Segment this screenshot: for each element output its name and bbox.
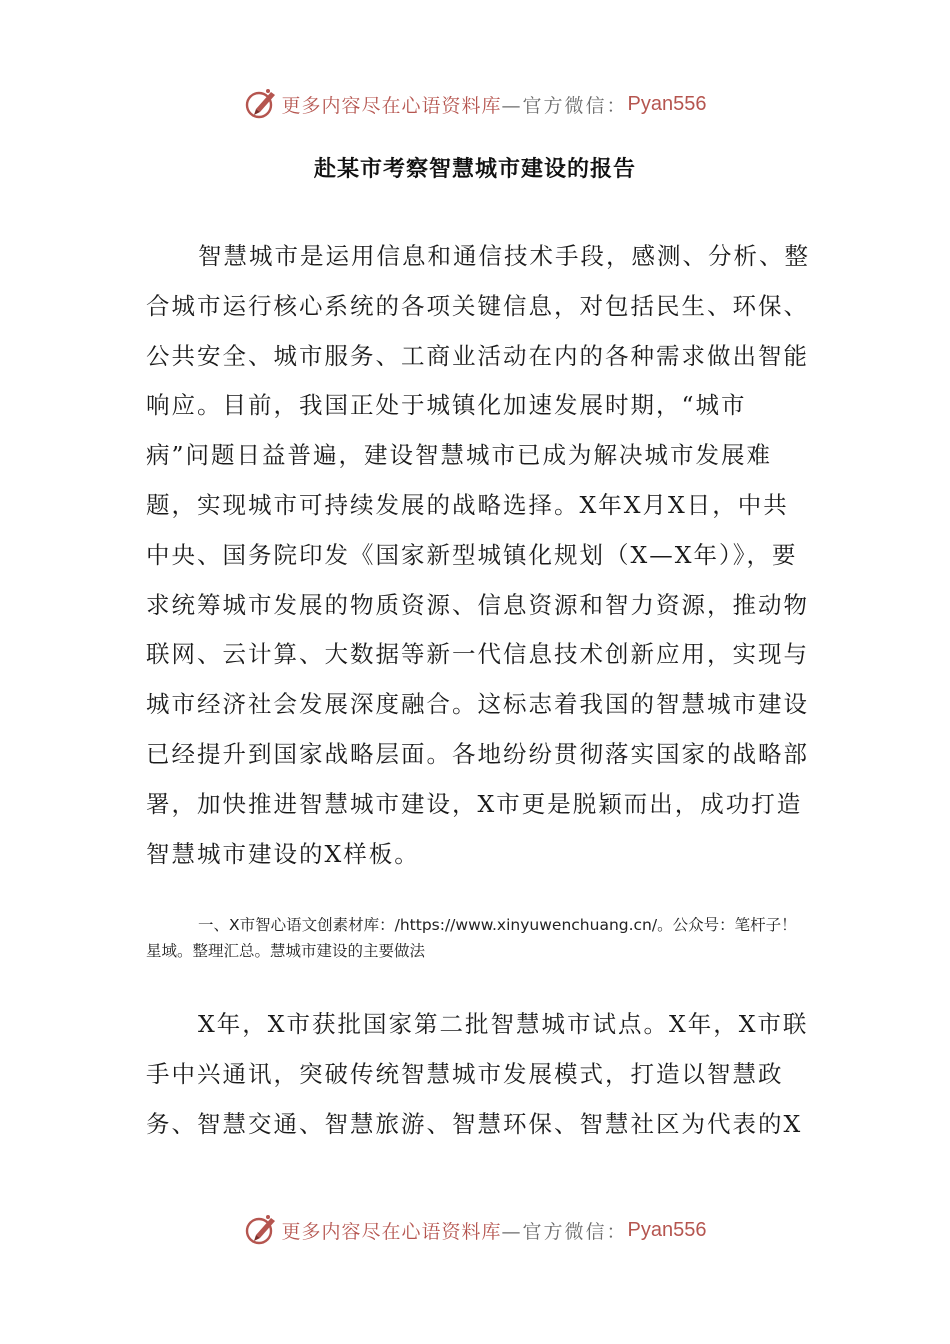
footer-banner	[0, 1210, 950, 1250]
body-paragraph-2: X年，X市获批国家第二批智慧城市试点。X年，X市联手中兴通讯，突破传统智慧城市发展模式，打造以智慧政务、智慧交通、智慧旅游、智慧环保、智慧社区为代表的X	[146, 1010, 809, 1138]
section-heading-note: 一、X市智心语文创素材库：/https://www.xinyuwenchuang.cn/。公众号：笔杆子！星域。整理汇总。慧城市建设的主要做法	[146, 916, 797, 960]
pen-logo-icon	[244, 1213, 278, 1247]
pen-logo-icon	[244, 87, 278, 121]
banner-sub-text: —官方微信：	[501, 1220, 628, 1243]
banner-sub-text: —官方微信：	[501, 94, 628, 117]
banner-main-text: 更多内容尽在心语资料库	[281, 1220, 502, 1243]
banner-main-text: 更多内容尽在心语资料库	[281, 94, 502, 117]
header-banner	[0, 84, 950, 124]
banner-wechat-id: Pyan556	[627, 92, 707, 115]
body-paragraph-1: 智慧城市是运用信息和通信技术手段，感测、分析、整合城市运行核心系统的各项关键信息，对包括民生、环保、公共安全、城市服务、工商业活动在内的各种需求做出智能响应。目前，我国正处于城镇化加速发展时期，“城市病”问题日益普遍，建设智慧城市已成为解决城市发展难题，实现城市可持续发展的战略选择。X年X月X日，中共中央、国务院印发《国家新型城镇化规划（X—X年）》，要求统筹城市发展的物质资源、信息资源和智力资源，推动物联网、云计算、大数据等新一代信息技术创新应用，实现与城市经济社会发展深度融合。这标志着我国的智慧城市建设已经提升到国家战略层面。各地纷纷贯彻落实国家的战略部署，加快推进智慧城市建设，X市更是脱颖而出，成功打造智慧城市建设的X样板。	[146, 242, 810, 868]
banner-wechat-id: Pyan556	[627, 1218, 707, 1241]
document-title: 赴某市考察智慧城市建设的报告	[313, 157, 636, 182]
